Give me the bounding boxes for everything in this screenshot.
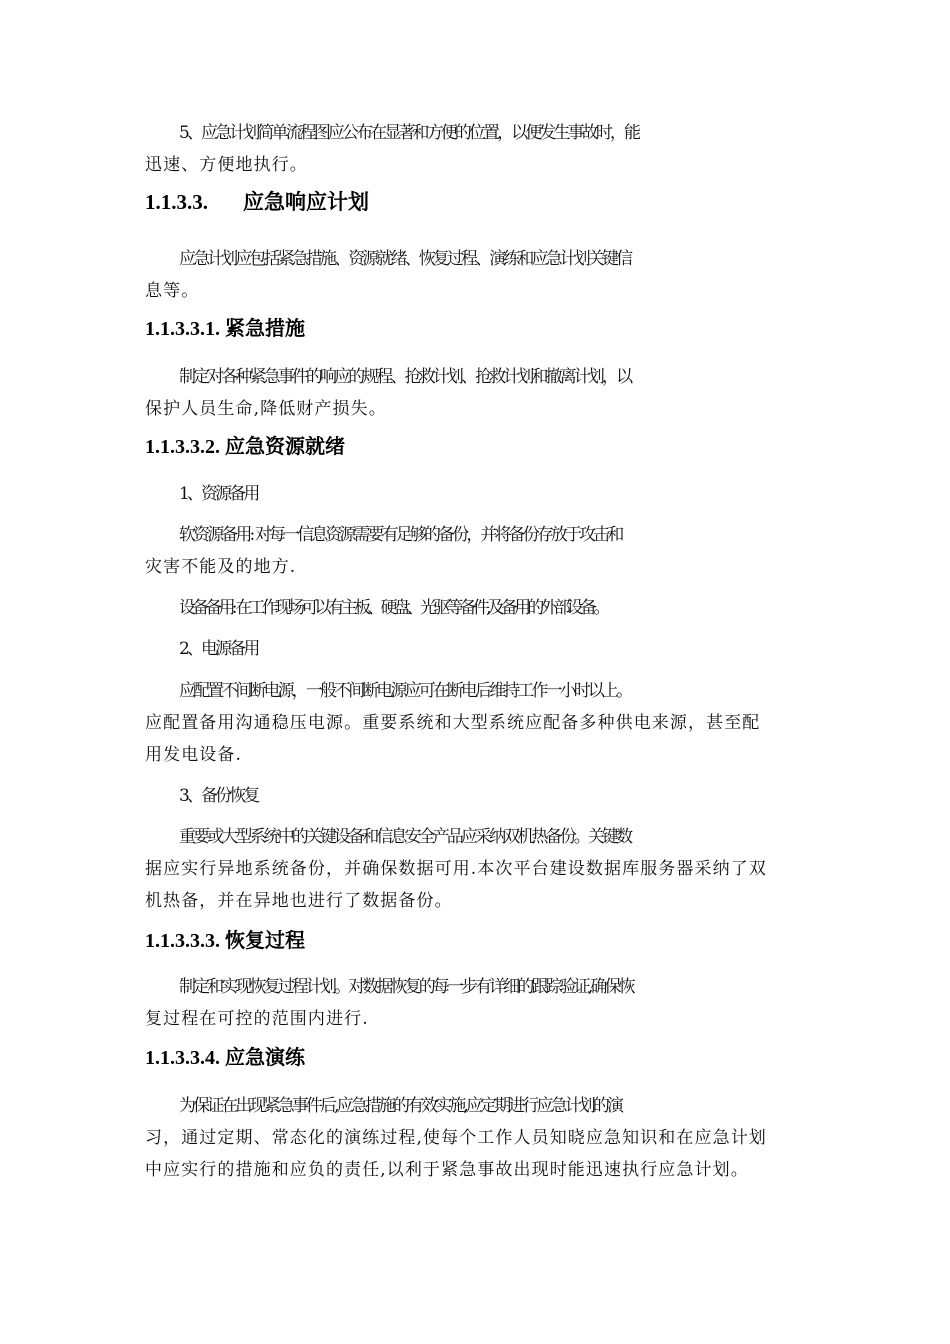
paragraph-emergency-measures (145, 361, 805, 425)
text-line: 应配置备用沟通稳压电源。重要系统和大型系统应配备多种供电来源，甚至配 (145, 713, 761, 733)
paragraph-response-plan (145, 243, 805, 307)
paragraph-soft-resource-backup (145, 519, 805, 583)
section-title: 恢复过程 (225, 928, 305, 952)
text-line: 息等。 (145, 281, 200, 301)
subsection-heading-emergency-drill (145, 1041, 805, 1070)
section-title: 紧急措施 (225, 316, 305, 340)
text-line: 软资源备用: 对每一信息资源需要有足够的备份，并将备份存放于攻击和 (179, 525, 622, 545)
text-line: 2、电源备用 (179, 639, 258, 659)
text-line: 灾害不能及的地方. (145, 557, 297, 577)
text-line: 制定和实现恢复过程计划。对数据恢复的每一步有详细的跟踪验证,确保恢 (179, 977, 633, 997)
text-line: 中应实行的措施和应负的责任,以利于紧急事故出现时能迅速执行应急计划。 (145, 1160, 749, 1180)
text-line: 据应实行异地系统备份，并确保数据可用.本次平台建设数据库服务器采纳了双 (145, 859, 767, 879)
section-number: 1.1.3.3.1. (145, 318, 220, 340)
subsection-heading-emergency-measures (145, 312, 805, 341)
section-title: 应急演练 (225, 1045, 305, 1069)
text-line: 重要或大型系统中的关键设备和信息安全产品应采纳双机热备份。关键数 (179, 827, 631, 847)
section-title: 应急响应计划 (243, 189, 369, 214)
section-title: 应急资源就绪 (225, 434, 345, 458)
text-line: 复过程在可控的范围内进行. (145, 1009, 369, 1029)
text-line: 应配置不间断电源，一般不间断电源应可在断电后维持工作一小时以上。 (179, 681, 631, 701)
text-line: 为保证在出现紧急事件后,应急措施的有效实施,应定期进行应急计划的演 (179, 1096, 622, 1116)
text-line: 3、备份恢复 (179, 786, 258, 806)
paragraph-flowchart-note (145, 117, 805, 181)
paragraph-backup-recovery (145, 821, 805, 917)
text-line: 制定对各种紧急事件的响应的规程、抢救计划、抢救计划和撤离计划，以 (179, 367, 631, 387)
text-line: 保护人员生命,降低财产损失。 (145, 399, 387, 419)
paragraph-device-backup (145, 592, 805, 624)
subsection-heading-resources-ready (145, 430, 805, 459)
paragraph-backup-recovery-item (145, 780, 805, 812)
section-number: 1.1.3.3.3. (145, 930, 220, 952)
subsection-heading-recovery-process (145, 924, 805, 953)
text-line: 迅速、方便地执行。 (145, 155, 308, 175)
paragraph-recovery-process (145, 971, 805, 1035)
paragraph-power-backup (145, 675, 805, 771)
text-line: 设备备用: 在工作现场可以有主板、硬盘、光驱等备件,及备用的外部设备。 (179, 598, 607, 618)
section-number: 1.1.3.3. (145, 190, 208, 214)
text-line: 用发电设备. (145, 745, 243, 765)
paragraph-power-backup-item (145, 633, 805, 665)
paragraph-emergency-drill (145, 1090, 805, 1186)
section-number: 1.1.3.3.4. (145, 1047, 220, 1069)
text-line: 应急计划应包括紧急措施、资源就绪、恢复过程、演练和应急计划关键信 (179, 249, 631, 269)
text-line: 习，通过定期、常态化的演练过程,使每个工作人员知晓应急知识和在应急计划 (145, 1128, 767, 1148)
text-line: 1、资源备用 (179, 484, 258, 504)
section-number: 1.1.3.3.2. (145, 436, 220, 458)
section-heading-response-plan (145, 186, 805, 216)
text-line: 5、应急计划简单流程图应公布在显著和方便的位置，以便发生事故时，能 (179, 123, 639, 143)
text-line: 机热备，并在异地也进行了数据备份。 (145, 891, 453, 911)
paragraph-resource-backup-item (145, 478, 805, 510)
